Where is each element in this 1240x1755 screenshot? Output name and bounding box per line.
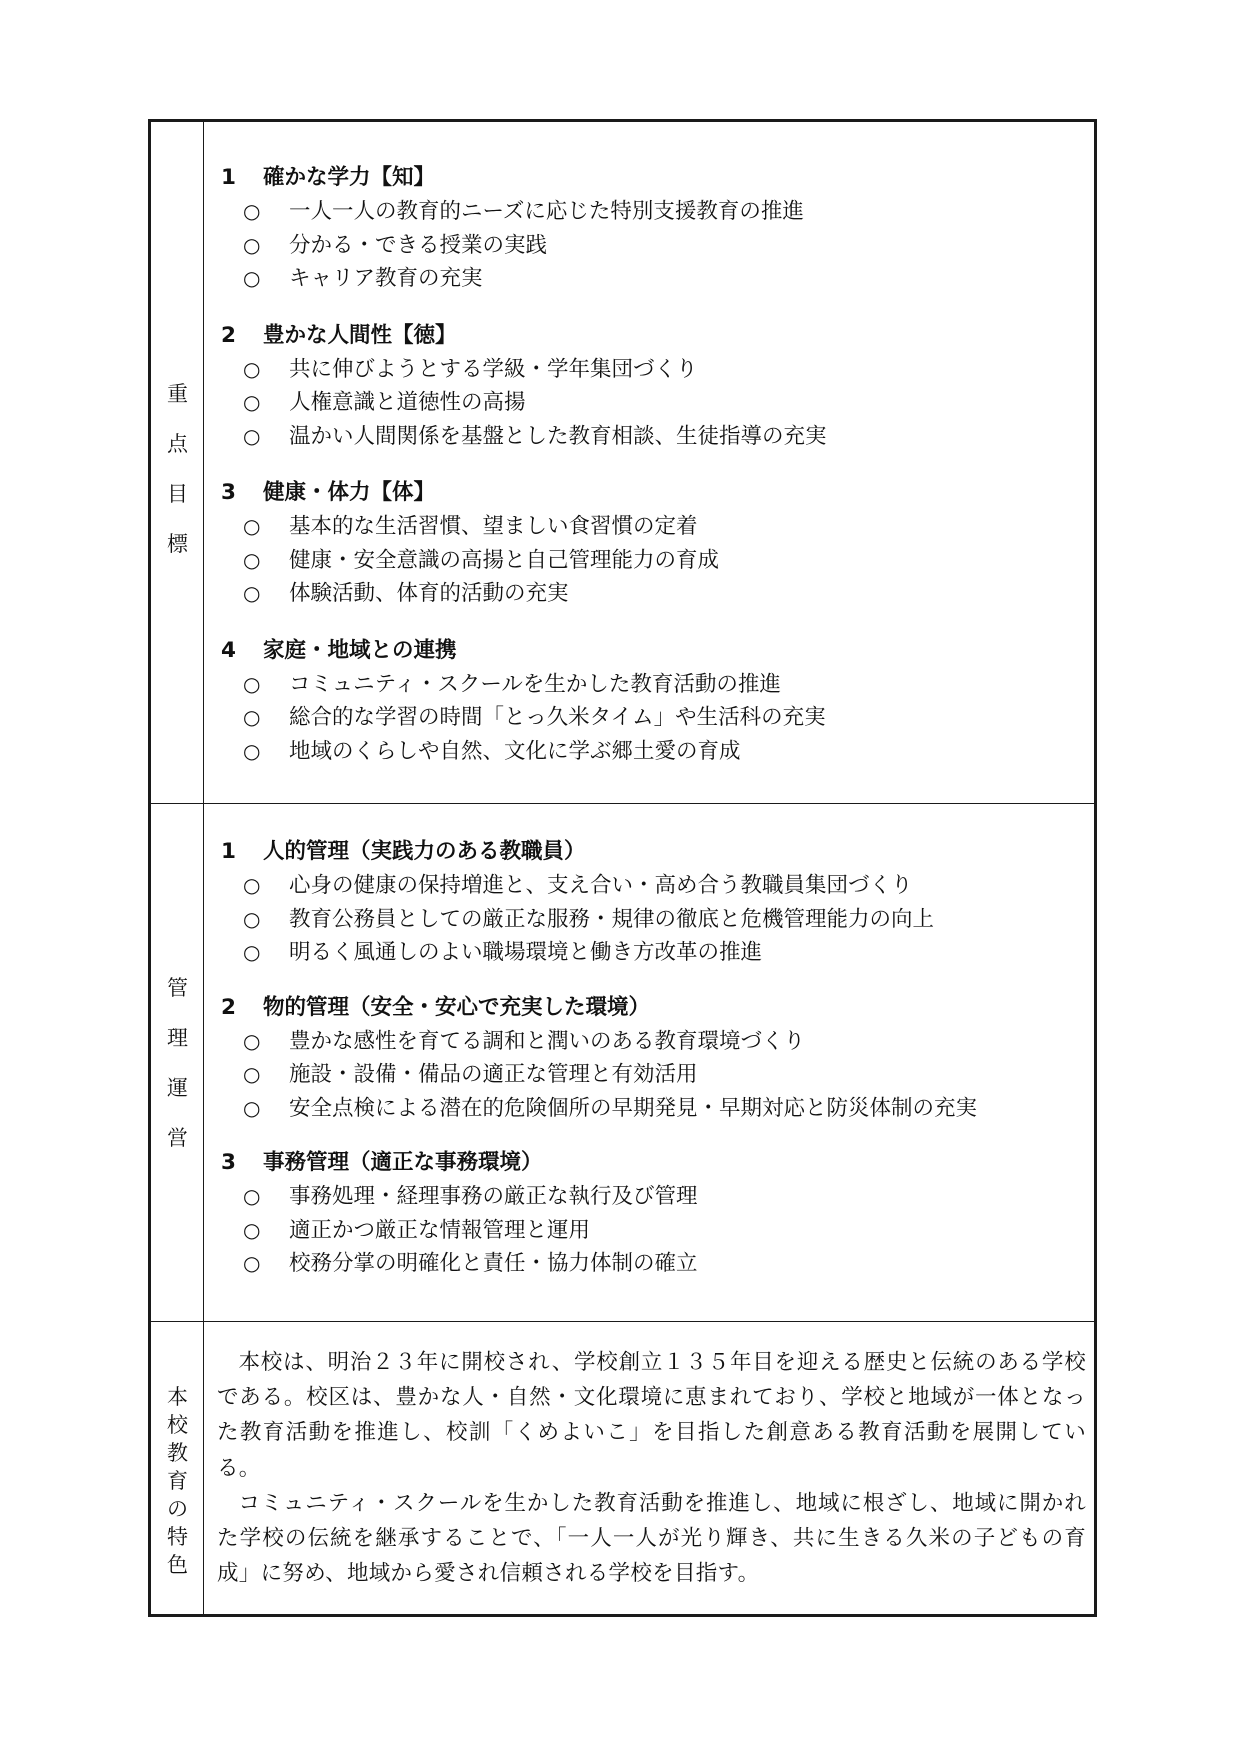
list-item-text: 体験活動、体育的活動の充実 <box>289 581 569 606</box>
list-item-text: 事務処理・経理事務の厳正な執行及び管理 <box>289 1184 698 1209</box>
row-divider-management-features <box>151 1321 1094 1322</box>
goal-title: 家庭・地域との連携 <box>263 637 457 663</box>
school-features-label-char: 育 <box>167 1469 188 1493</box>
focus-goals-label-char: 重 <box>167 382 188 406</box>
goal-title: 健康・体力【体】 <box>263 480 436 505</box>
list-item <box>219 353 1088 387</box>
management-title: 事務管理（適正な事務環境） <box>263 1150 543 1175</box>
list-item <box>219 544 1088 578</box>
management-number: 2 <box>221 994 236 1020</box>
list-item-text: 基本的な生活習慣、望ましい食習慣の定着 <box>289 514 698 539</box>
school-features-label <box>151 1383 204 1579</box>
list-item <box>219 386 1088 420</box>
spacer <box>219 296 1088 319</box>
goal-title: 豊かな人間性【徳】 <box>263 322 457 348</box>
list-item <box>219 869 1088 903</box>
circle-bullet-icon: ○ <box>243 1095 261 1120</box>
management-number: 1 <box>221 839 236 864</box>
management-label-char: 運 <box>167 1076 188 1100</box>
school-features-label-char: 特 <box>167 1525 188 1549</box>
management-heading-2 <box>219 991 1088 1025</box>
management-label-char: 管 <box>167 976 188 1000</box>
management-title: 人的管理（実践力のある教職員） <box>263 839 586 864</box>
list-item <box>219 1180 1088 1214</box>
goal-number: 2 <box>221 322 236 348</box>
management-heading-1 <box>219 835 1088 869</box>
list-item-text: キャリア教育の充実 <box>289 266 483 291</box>
circle-bullet-icon: ○ <box>243 738 261 763</box>
list-item <box>219 420 1088 454</box>
goal-number: 4 <box>221 637 236 663</box>
row-divider-goals-management <box>151 803 1094 804</box>
school-plan-table <box>148 119 1097 1617</box>
circle-bullet-icon: ○ <box>243 906 261 931</box>
list-item-text: 健康・安全意識の高揚と自己管理能力の育成 <box>289 547 720 573</box>
list-item-text: 安全点検による潜在的危険個所の早期発見・早期対応と防災体制の充実 <box>289 1095 978 1121</box>
list-item <box>219 668 1088 702</box>
circle-bullet-icon: ○ <box>243 705 261 729</box>
goal-heading-2 <box>219 319 1088 353</box>
management-label <box>151 963 204 1163</box>
goal-heading-4 <box>219 634 1088 668</box>
features-paragraph: 本校は、明治２３年に開校され、学校創立１３５年目を迎える歴史と伝統のある学校である。校区は、豊かな人・自然・文化環境に恵まれており、学校と地域が一体となった教育活動を推進し、校訓「くめよいこ」を目指した創意ある教育活動を展開している。 <box>217 1350 1086 1481</box>
list-item-text: 地域のくらしや自然、文化に学ぶ郷土愛の育成 <box>289 738 741 764</box>
management-number: 3 <box>221 1150 236 1175</box>
list-item-text: 適正かつ厳正な情報管理と運用 <box>289 1217 591 1243</box>
focus-goals-label-char: 標 <box>167 532 188 556</box>
list-item-text: 心身の健康の保持増進と、支え合い・高め合う教職員集団づくり <box>289 873 913 898</box>
circle-bullet-icon: ○ <box>243 514 261 538</box>
list-item-text: 明るく風通しのよい職場環境と働き方改革の推進 <box>289 940 763 965</box>
circle-bullet-icon: ○ <box>243 266 261 290</box>
list-item <box>219 936 1088 970</box>
spacer <box>219 453 1088 476</box>
management-label-char: 理 <box>167 1026 188 1050</box>
goal-number: 3 <box>221 480 236 505</box>
list-item-text: 共に伸びようとする学級・学年集団づくり <box>289 356 698 382</box>
circle-bullet-icon: ○ <box>243 1184 261 1208</box>
school-features-label-char: の <box>167 1497 188 1521</box>
management-heading-3 <box>219 1146 1088 1180</box>
school-features-label-char: 教 <box>167 1441 188 1465</box>
list-item-text: 人権意識と道徳性の高揚 <box>289 390 526 415</box>
list-item-text: 教育公務員としての厳正な服務・規律の徹底と危機管理能力の向上 <box>289 906 935 932</box>
circle-bullet-icon: ○ <box>243 390 261 414</box>
list-item-text: 温かい人間関係を基盤とした教育相談、生徒指導の充実 <box>289 423 827 449</box>
goal-heading-3 <box>219 476 1088 510</box>
list-item <box>219 1247 1088 1281</box>
focus-goals-label-char: 目 <box>167 482 188 506</box>
circle-bullet-icon: ○ <box>243 423 261 448</box>
circle-bullet-icon: ○ <box>243 199 261 223</box>
features-paragraph: コミュニティ・スクールを生かした教育活動を推進し、地域に根ざし、地域に開かれた学校の伝統を継承することで、「一人一人が光り輝き、共に生きる久米の子どもの育成」に努め、地域から愛され信頼される学校を目指す。 <box>217 1490 1086 1587</box>
circle-bullet-icon: ○ <box>243 671 261 696</box>
list-item <box>219 262 1088 296</box>
school-features-content <box>217 1345 1086 1591</box>
circle-bullet-icon: ○ <box>243 356 261 381</box>
school-features-label-char: 校 <box>167 1413 188 1437</box>
focus-goals-label <box>151 369 204 569</box>
circle-bullet-icon: ○ <box>243 232 261 257</box>
focus-goals-content <box>219 161 1088 768</box>
list-item <box>219 229 1088 263</box>
list-item <box>219 1058 1088 1092</box>
circle-bullet-icon: ○ <box>243 1251 261 1275</box>
list-item-text: 施設・設備・備品の適正な管理と有効活用 <box>289 1062 698 1087</box>
spacer <box>219 1125 1088 1146</box>
list-item <box>219 577 1088 611</box>
list-item-text: コミュニティ・スクールを生かした教育活動の推進 <box>289 671 781 697</box>
management-content <box>219 835 1088 1281</box>
circle-bullet-icon: ○ <box>243 1217 261 1242</box>
list-item-text: 分かる・できる授業の実践 <box>289 232 548 258</box>
circle-bullet-icon: ○ <box>243 581 261 605</box>
list-item <box>219 701 1088 735</box>
management-title: 物的管理（安全・安心で充実した環境） <box>263 994 651 1020</box>
goal-title: 確かな学力【知】 <box>263 165 436 190</box>
school-features-label-char: 色 <box>167 1553 188 1577</box>
spacer <box>219 970 1088 991</box>
circle-bullet-icon: ○ <box>243 873 261 897</box>
circle-bullet-icon: ○ <box>243 1028 261 1053</box>
list-item <box>219 195 1088 229</box>
circle-bullet-icon: ○ <box>243 1062 261 1086</box>
list-item <box>219 1214 1088 1248</box>
list-item-text: 総合的な学習の時間「とっ久米タイム」や生活科の充実 <box>289 705 826 730</box>
management-label-char: 営 <box>167 1126 188 1150</box>
list-item <box>219 735 1088 769</box>
spacer <box>219 611 1088 634</box>
circle-bullet-icon: ○ <box>243 547 261 572</box>
goal-number: 1 <box>221 165 236 190</box>
list-item <box>219 1092 1088 1126</box>
list-item <box>219 510 1088 544</box>
list-item <box>219 1025 1088 1059</box>
list-item-text: 校務分掌の明確化と責任・協力体制の確立 <box>289 1251 698 1276</box>
school-features-label-char: 本 <box>167 1385 188 1409</box>
circle-bullet-icon: ○ <box>243 940 261 964</box>
list-item <box>219 903 1088 937</box>
focus-goals-label-char: 点 <box>167 432 188 456</box>
list-item-text: 豊かな感性を育てる調和と潤いのある教育環境づくり <box>289 1028 806 1054</box>
list-item-text: 一人一人の教育的ニーズに応じた特別支援教育の推進 <box>289 199 804 224</box>
goal-heading-1 <box>219 161 1088 195</box>
